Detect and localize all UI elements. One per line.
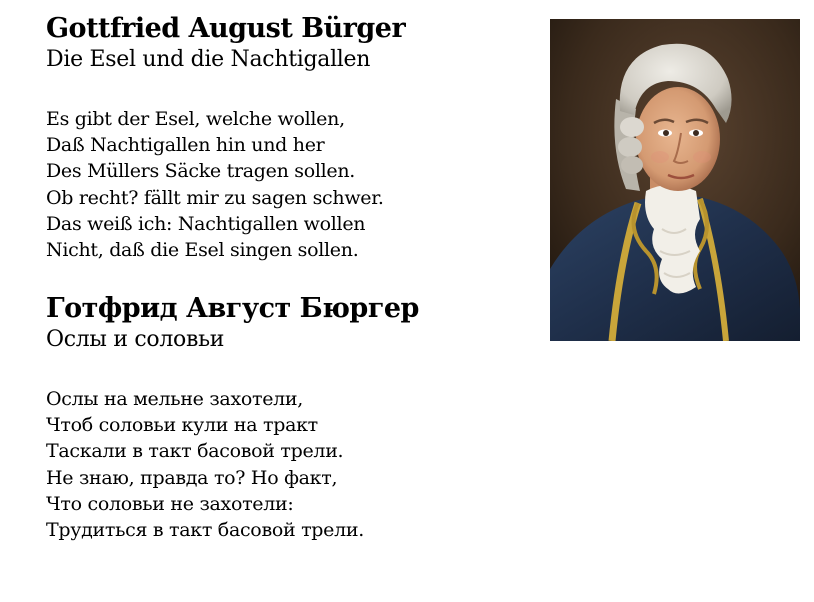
german-poem: [46, 12, 405, 263]
german-stanza: [46, 106, 405, 263]
german-line-3: Des Müllers Säcke tragen sollen.: [46, 160, 356, 183]
russian-stanza: [46, 386, 419, 543]
german-author-heading: Gottfried August Bürger: [46, 13, 406, 44]
russian-line-1: Ослы на мельне захотели,: [46, 388, 304, 410]
russian-author-heading: Готфрид Август Бюргер: [46, 293, 419, 324]
german-line-1: Es gibt der Esel, welche wollen,: [46, 108, 345, 130]
german-poem-title: Die Esel und die Nachtigallen: [46, 47, 371, 72]
russian-line-5: Что соловьи не захотели:: [46, 492, 294, 515]
german-line-5: Das weiß ich: Nachtigallen wollen: [46, 212, 366, 235]
author-portrait-image: [550, 19, 800, 341]
russian-line-3: Таскали в такт басовой трели.: [46, 440, 344, 463]
portrait-illustration: [550, 19, 800, 341]
russian-line-2: Чтоб соловьи кули на тракт: [46, 414, 318, 437]
russian-poem-title: Ослы и соловьи: [46, 327, 225, 352]
russian-line-4: Не знаю, правда то? Но факт,: [46, 466, 338, 489]
german-line-4: Ob recht? fällt mir zu sagen schwer.: [46, 186, 384, 209]
russian-line-6: Трудиться в такт басовой трели.: [46, 519, 364, 542]
german-line-6: Nicht, daß die Esel singen sollen.: [46, 239, 359, 262]
russian-poem: [46, 292, 419, 543]
german-line-2: Daß Nachtigallen hin und her: [46, 134, 325, 157]
